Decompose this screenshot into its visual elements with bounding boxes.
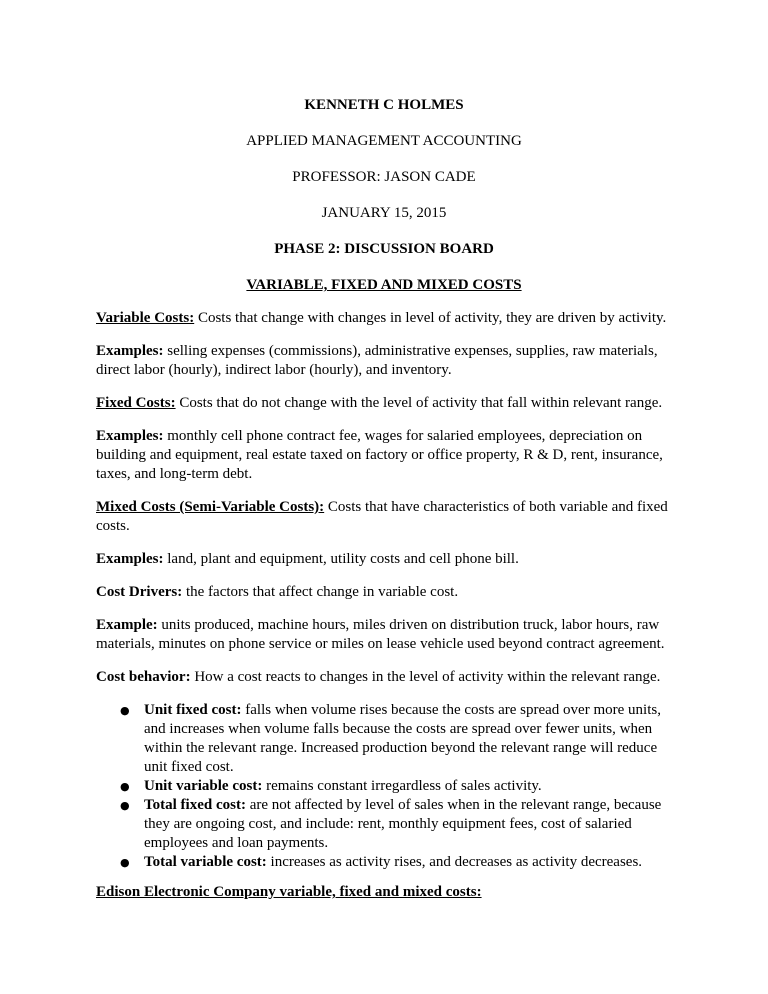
author-name: KENNETH C HOLMES [304,97,464,113]
bullet-text: remains constant irregardless of sales activity. [262,778,542,794]
cost-behavior-paragraph [96,668,672,687]
list-item [120,701,672,777]
bullet-text: are not affected by level of sales when in the relevant range, because they are ongoing cost, and include: rent, monthly equipment fees, cost of salaried employees and loan payments. [144,797,662,851]
closing-heading: Edison Electronic Company variable, fixed and mixed costs: [96,884,482,900]
bullet-label: Total variable cost: [144,854,267,870]
variable-examples-paragraph [96,342,672,380]
fixed-costs-text: Costs that do not change with the level of activity that fall within relevant range. [175,395,663,411]
cost-behavior-list [96,701,672,872]
list-item [120,796,672,853]
professor-name: PROFESSOR: JASON CADE [292,169,476,185]
variable-examples-label: Examples: [96,343,164,359]
mixed-examples-text: land, plant and equipment, utility costs and cell phone bill. [163,551,519,567]
document-date: JANUARY 15, 2015 [321,205,447,221]
mixed-examples-label: Examples: [96,551,164,567]
cost-behavior-label: Cost behavior: [96,669,191,685]
variable-examples-text: selling expenses (commissions), administrative expenses, supplies, raw materials, direct labor (hourly), indirect labor (hourly), and inventory. [96,343,658,378]
variable-costs-text: Costs that change with changes in level of activity, they are driven by activity. [194,310,667,326]
assignment-title: PHASE 2: DISCUSSION BOARD [274,241,494,257]
bullet-label: Unit fixed cost: [144,702,242,718]
document-title: VARIABLE, FIXED AND MIXED COSTS [246,277,522,293]
mixed-examples-paragraph [96,550,672,569]
course-name: APPLIED MANAGEMENT ACCOUNTING [246,133,522,149]
bullet-label: Total fixed cost: [144,797,246,813]
fixed-examples-label: Examples: [96,428,164,444]
driver-example-paragraph [96,616,672,654]
mixed-costs-text: Costs that have characteristics of both variable and fixed costs. [96,499,668,534]
fixed-costs-label: Fixed Costs: [96,395,176,411]
mixed-costs-label: Mixed Costs (Semi-Variable Costs): [96,499,325,515]
cost-behavior-text: How a cost reacts to changes in the level of activity within the relevant range. [190,669,661,685]
variable-costs-paragraph [96,309,672,328]
bullet-icon: ● [120,799,130,812]
bullet-icon: ● [120,856,130,869]
fixed-costs-paragraph [96,394,672,413]
fixed-examples-text: monthly cell phone contract fee, wages for salaried employees, depreciation on building and equipment, real estate taxed on factory or office property, R & D, rent, insurance, taxes, and long-term debt. [96,428,663,482]
bullet-icon: ● [120,780,130,793]
bullet-label: Unit variable cost: [144,778,263,794]
mixed-costs-paragraph [96,498,672,536]
driver-example-text: units produced, machine hours, miles driven on distribution truck, labor hours, raw materials, minutes on phone service or miles on lease vehicle used beyond contract agreement. [96,617,665,652]
driver-example-label: Example: [96,617,158,633]
list-item [120,777,672,796]
bullet-icon: ● [120,704,130,717]
cost-drivers-text: the factors that affect change in variable cost. [182,584,459,600]
bullet-text: increases as activity rises, and decreases as activity decreases. [266,854,643,870]
bullet-text: falls when volume rises because the costs are spread over more units, and increases when volume falls because the costs are spread over fewer units, when within the relevant range. Increased production beyond the relevant range will reduce unit fixed cost. [144,702,661,775]
fixed-examples-paragraph [96,427,672,484]
list-item [120,853,672,872]
cost-drivers-label: Cost Drivers: [96,584,183,600]
variable-costs-label: Variable Costs: [96,310,195,326]
cost-drivers-paragraph [96,583,672,602]
